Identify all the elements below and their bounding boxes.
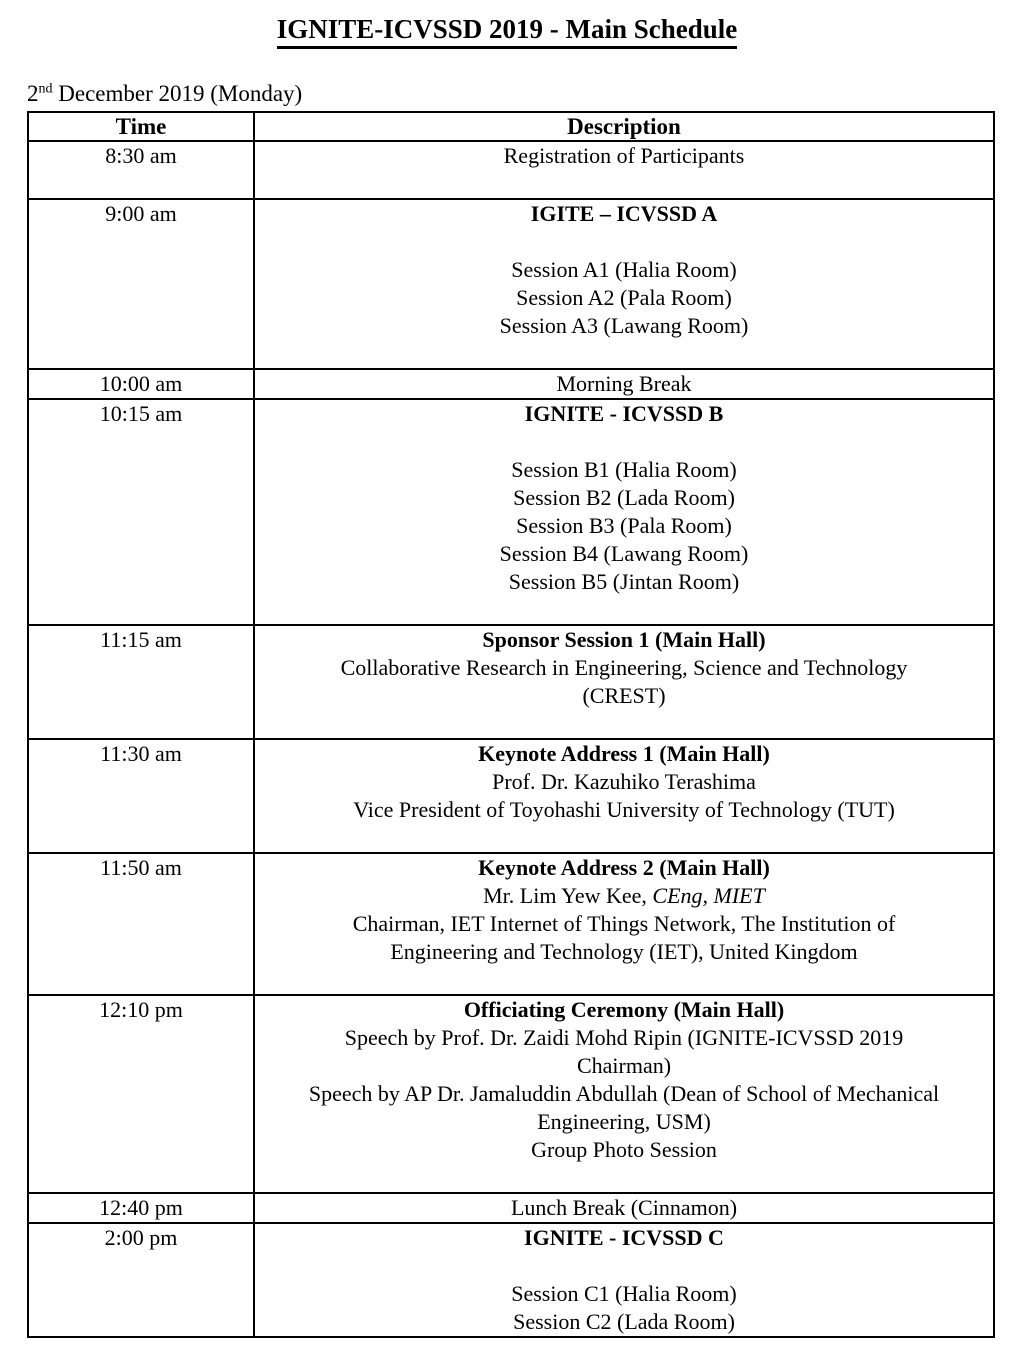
page-title-text: IGNITE-ICVSSD 2019 - Main Schedule <box>277 14 738 49</box>
description-line <box>255 1252 993 1280</box>
description-line <box>255 966 993 994</box>
description-line: Vice President of Toyohashi University of Technology (TUT) <box>353 797 895 822</box>
description-line: Session A3 (Lawang Room) <box>499 313 749 338</box>
date-heading <box>27 80 1014 108</box>
date-ordinal-suffix: nd <box>38 81 53 97</box>
description-line: Lunch Break (Cinnamon) <box>510 1195 738 1220</box>
description-cell <box>254 625 994 739</box>
time-cell: 10:00 am <box>28 369 254 399</box>
table-row <box>28 739 994 853</box>
time-cell: 10:15 am <box>28 399 254 625</box>
description-line: Engineering and Technology (IET), United Kingdom <box>390 939 858 964</box>
table-row <box>28 141 994 199</box>
description-line: IGNITE - ICVSSD B <box>524 401 724 426</box>
table-row <box>28 1223 994 1337</box>
description-line <box>255 824 993 852</box>
description-cell <box>254 1193 994 1223</box>
table-row <box>28 399 994 625</box>
time-cell: 8:30 am <box>28 141 254 199</box>
description-line: Mr. Lim Yew Kee, CEng, MIET <box>483 883 765 908</box>
description-line <box>255 428 993 456</box>
description-line: Session A1 (Halia Room) <box>511 257 737 282</box>
description-line: Speech by Prof. Dr. Zaidi Mohd Ripin (IGNITE-ICVSSD 2019 <box>344 1025 904 1050</box>
description-line: Chairman, IET Internet of Things Network, The Institution of <box>352 911 896 936</box>
table-row <box>28 199 994 369</box>
description-line: Session B3 (Pala Room) <box>516 513 732 538</box>
date-day: 2 <box>27 81 39 106</box>
description-cell <box>254 141 994 199</box>
time-cell: 12:40 pm <box>28 1193 254 1223</box>
table-row <box>28 369 994 399</box>
description-line: Session C1 (Halia Room) <box>511 1281 737 1306</box>
schedule-table <box>27 111 995 1338</box>
description-line: IGNITE - ICVSSD C <box>524 1225 724 1250</box>
description-line <box>255 1164 993 1192</box>
table-header-description: Description <box>254 112 994 141</box>
description-line <box>255 170 993 198</box>
table-header-row <box>28 112 994 141</box>
description-line <box>255 340 993 368</box>
description-line: Speech by AP Dr. Jamaluddin Abdullah (Dean of School of Mechanical <box>308 1081 940 1106</box>
description-line: IGITE – ICVSSD A <box>530 201 718 226</box>
description-line: Registration of Participants <box>503 143 745 168</box>
description-cell <box>254 399 994 625</box>
description-line <box>255 710 993 738</box>
time-cell: 11:50 am <box>28 853 254 995</box>
description-cell <box>254 1223 994 1337</box>
time-cell: 12:10 pm <box>28 995 254 1193</box>
description-line: Officiating Ceremony (Main Hall) <box>463 997 785 1022</box>
description-line: Session B5 (Jintan Room) <box>508 569 740 594</box>
time-cell: 2:00 pm <box>28 1223 254 1337</box>
time-cell: 9:00 am <box>28 199 254 369</box>
description-line: Sponsor Session 1 (Main Hall) <box>482 627 766 652</box>
description-cell <box>254 995 994 1193</box>
description-line: Keynote Address 1 (Main Hall) <box>478 741 770 766</box>
table-header-time: Time <box>28 112 254 141</box>
description-line: Prof. Dr. Kazuhiko Terashima <box>492 769 756 794</box>
description-line: Session A2 (Pala Room) <box>516 285 732 310</box>
date-rest: December 2019 (Monday) <box>52 81 303 106</box>
table-row <box>28 625 994 739</box>
description-line: Session B2 (Lada Room) <box>513 485 735 510</box>
description-line: Group Photo Session <box>531 1137 717 1162</box>
table-row <box>28 853 994 995</box>
page-title <box>0 13 1014 46</box>
table-row <box>28 1193 994 1223</box>
description-cell <box>254 199 994 369</box>
description-line: (CREST) <box>582 683 666 708</box>
description-line: Morning Break <box>556 371 692 396</box>
time-cell: 11:30 am <box>28 739 254 853</box>
description-line: Session B4 (Lawang Room) <box>499 541 749 566</box>
description-line: Chairman) <box>576 1053 672 1078</box>
description-line: Session C2 (Lada Room) <box>513 1309 735 1334</box>
time-cell: 11:15 am <box>28 625 254 739</box>
description-cell <box>254 369 994 399</box>
description-line: Engineering, USM) <box>537 1109 711 1134</box>
description-line: Session B1 (Halia Room) <box>511 457 737 482</box>
description-line: Collaborative Research in Engineering, Science and Technology <box>340 655 908 680</box>
table-row <box>28 995 994 1193</box>
description-line: Keynote Address 2 (Main Hall) <box>478 855 770 880</box>
description-cell <box>254 853 994 995</box>
description-line <box>255 228 993 256</box>
description-cell <box>254 739 994 853</box>
schedule-table-body <box>28 141 994 1337</box>
description-line <box>255 596 993 624</box>
